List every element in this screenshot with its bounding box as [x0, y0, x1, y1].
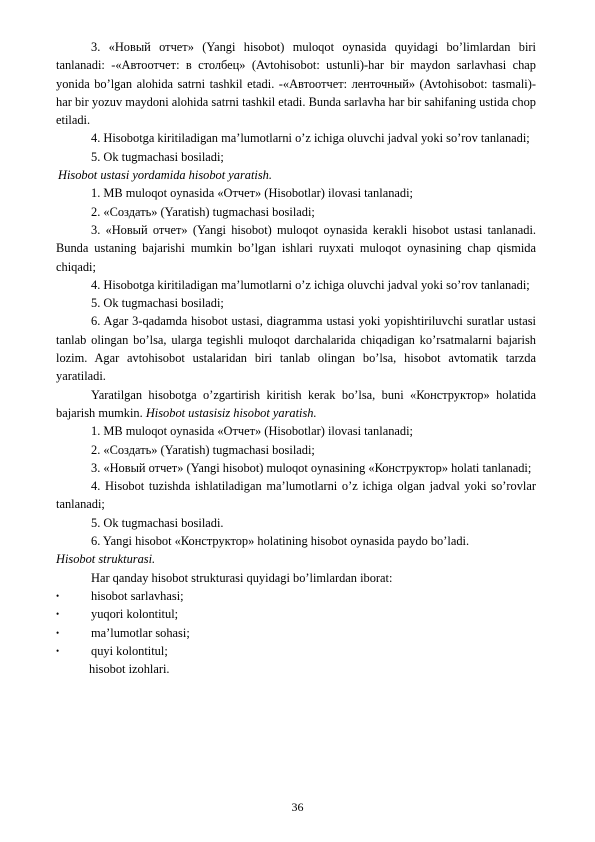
paragraph: 3. «Новый отчет» (Yangi hisobot) muloqot oynasining «Конструктор» holati tanlanadi; — [91, 460, 532, 475]
bullet-icon: • — [56, 609, 60, 620]
subheading: Hisobot ustasisiz hisobot yaratish. — [145, 405, 317, 420]
paragraph: 6. Agar 3-qadamda hisobot ustasi, diagramma ustasi yoki yopishtiriluvchi suratlar ustasi tanlab olingan bo’lsa, ularga tegishli muloqot darchalarida chiqadigan ko’rsatmalarni bajarish lozim. Agar avtohisobot ustalaridan biri tanlab olingan bo’lsa, hisobot avtomatik tarzda yaratiladi. — [56, 314, 536, 384]
list-item-text: quyi kolontitul; — [91, 643, 168, 658]
paragraph: 1. MB muloqot oynasida «Отчет» (Hisobotlar) ilovasi tanlanadi; — [91, 424, 413, 439]
paragraph: 5. Ok tugmachasi bosiladi; — [91, 296, 224, 311]
list-item — [56, 587, 536, 605]
paragraph — [56, 386, 536, 423]
page-body — [56, 38, 536, 678]
list-item-text: hisobot sarlavhasi; — [91, 588, 184, 603]
paragraph: 4. Hisobotga kiritiladigan ma’lumotlarni o’z ichiga oluvchi jadval yoki so’rov tanlanadi; — [91, 277, 530, 292]
paragraph: 6. Yangi hisobot «Конструктор» holatining hisobot oynasida paydo bo’ladi. — [91, 534, 470, 549]
paragraph: 4. Hisobotga kiritiladigan ma’lumotlarni o’z ichiga oluvchi jadval yoki so’rov tanlanadi; — [91, 131, 530, 146]
paragraph: 3. «Новый отчет» (Yangi hisobot) muloqot oynasida quyidagi bo’limlardan biri tanlanadi: -«Автоотчет: в столбец» (Avtohisobot: ustunli)-har bir maydon sarlavhasi chap yonida bo’lgan alohida satrni tashkil etadi. -«Автоотчет: ленточный» (Avtohisobot: tasmali)-har bir yozuv maydoni alohida satrni tashkil etadi. Bunda sarlavha har bir sahifaning ustida chop etiladi. — [56, 40, 536, 128]
paragraph: 5. Ok tugmachasi bosiladi; — [91, 149, 224, 164]
paragraph: 2. «Создать» (Yaratish) tugmachasi bosiladi; — [91, 442, 315, 457]
bullet-icon: • — [56, 590, 60, 601]
bullet-icon: • — [56, 627, 60, 638]
paragraph: 3. «Новый отчет» (Yangi hisobot) muloqot oynasida kerakli hisobot ustasi tanlanadi. Bunda ustaning bajarishi mumkin bo’lgan ishlari ruyxati muloqot oynasining chap qismida chiqadi; — [56, 222, 536, 274]
list-item — [56, 642, 536, 660]
page-number: 36 — [291, 800, 304, 814]
paragraph: 4. Hisobot tuzishda ishlatiladigan ma’lumotlarni o’z ichiga olgan jadval yoki so’rovlar tanlanadi; — [56, 479, 536, 512]
list-item-text: yuqori kolontitul; — [91, 607, 179, 622]
paragraph: 5. Ok tugmachasi bosiladi. — [91, 515, 224, 530]
list-item — [56, 605, 536, 623]
paragraph: Har qanday hisobot strukturasi quyidagi bo’limlardan iborat: — [91, 570, 393, 585]
bullet-icon: • — [56, 645, 60, 656]
paragraph: 2. «Создать» (Yaratish) tugmachasi bosiladi; — [91, 204, 315, 219]
paragraph-text: Yaratilgan hisobotga o’zgartirish kiritish kerak bo’lsa, buni «Конструктор» holatida bajarish mumkin. — [56, 387, 536, 420]
subheading: Hisobot ustasi yordamida hisobot yaratish. — [58, 168, 272, 183]
paragraph: 1. MB muloqot oynasida «Отчет» (Hisobotlar) ilovasi tanlanadi; — [91, 186, 413, 201]
subheading: Hisobot strukturasi. — [56, 552, 156, 567]
list-item — [56, 624, 536, 642]
list-item: hisobot izohlari. — [89, 662, 170, 677]
list-item-text: ma’lumotlar sohasi; — [91, 625, 190, 640]
